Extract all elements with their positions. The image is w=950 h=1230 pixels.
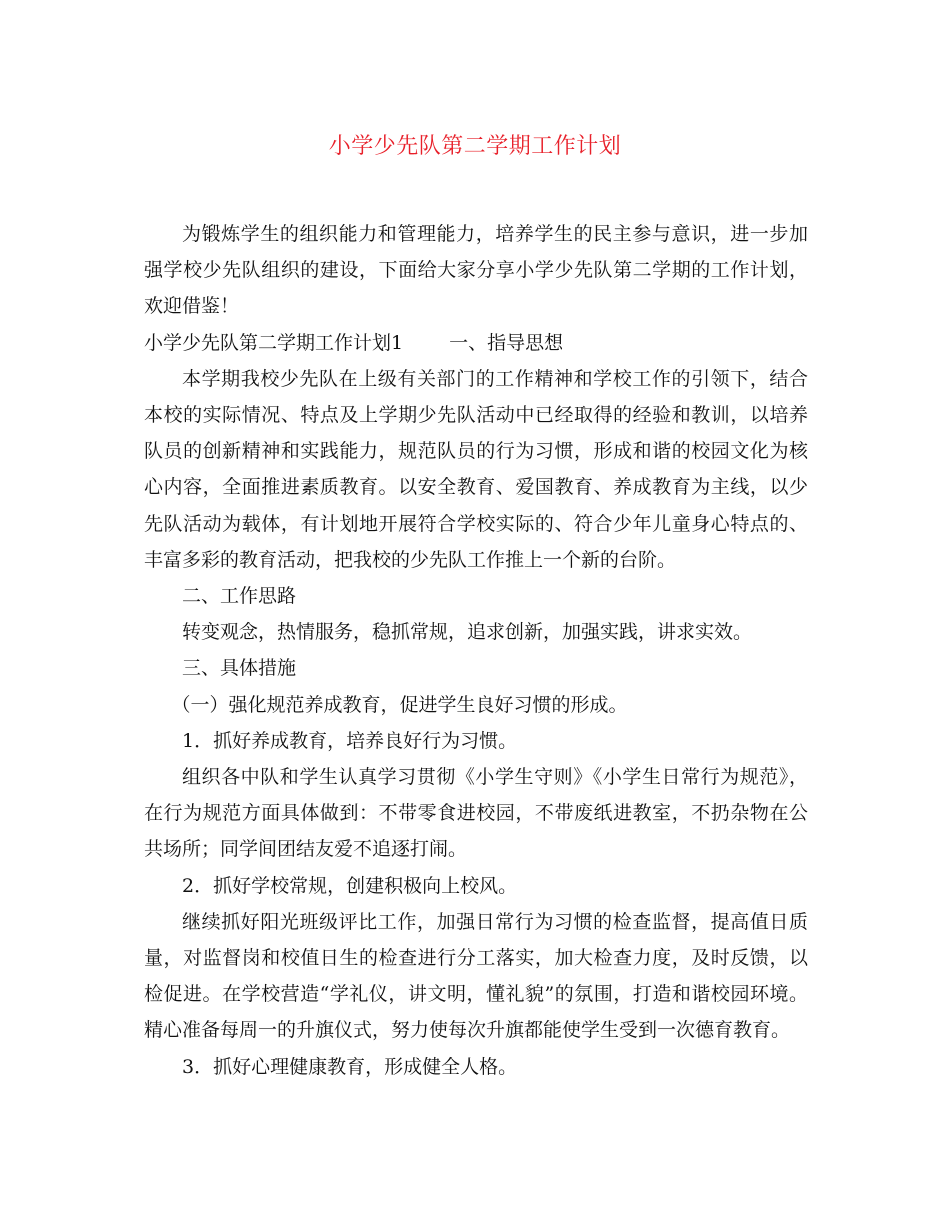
section2-heading: 二、工作思路 (182, 585, 297, 608)
section2-paragraph: 转变观念，热情服务，稳抓常规，追求创新，加强实践，讲求实效。 (182, 621, 753, 644)
plan-heading-line (144, 325, 808, 361)
item1-heading: 1．抓好养成教育，培养良好行为习惯。 (182, 729, 518, 752)
item1-paragraph: 组织各中队和学生认真学习贯彻《小学生守则》《小学生日常行为规范》，在行为规范方面具体做到：不带零食进校园，不带废纸进教室，不扔杂物在公共场所；同学间团结友爱不追逐打闹。 (144, 766, 808, 861)
intro-paragraph: 为锻炼学生的组织能力和管理能力，培养学生的民主参与意识，进一步加强学校少先队组织的建设，下面给大家分享小学少先队第二学期的工作计划，欢迎借鉴！ (144, 223, 808, 318)
section1-heading: 一、指导思想 (449, 331, 564, 354)
section1-paragraph: 本学期我校少先队在上级有关部门的工作精神和学校工作的引领下，结合本校的实际情况、特点及上学期少先队活动中已经取得的经验和教训，以培养队员的创新精神和实践能力，规范队员的行为习惯，形成和谐的校园文化为核心内容，全面推进素质教育。以安全教育、爱国教育、养成教育为主线，以少先队活动为载体，有计划地开展符合学校实际的、符合少年儿童身心特点的、丰富多彩的教育活动，把我校的少先队工作推上一个新的台阶。 (144, 367, 808, 571)
item2-paragraph: 继续抓好阳光班级评比工作，加强日常行为习惯的检查监督，提高值日质量，对监督岗和校值日生的检查进行分工落实，加大检查力度，及时反馈，以检促进。在学校营造“学礼仪，讲文明，懂礼貌”的氛围，打造和谐校园环境。精心准备每周一的升旗仪式，努力使每次升旗都能使学生受到一次德育教育。 (144, 910, 808, 1042)
plan-heading: 小学少先队第二学期工作计划1 (144, 331, 404, 354)
document-body (144, 216, 808, 1085)
item2-heading: 2．抓好学校常规，创建积极向上校风。 (182, 874, 518, 897)
subsection1-heading: （一）强化规范养成教育，促进学生良好习惯的形成。 (171, 693, 628, 716)
section3-heading: 三、具体措施 (182, 657, 297, 680)
document-title: 小学少先队第二学期工作计划 (328, 134, 622, 159)
item3-heading: 3．抓好心理健康教育，形成健全人格。 (182, 1055, 518, 1078)
